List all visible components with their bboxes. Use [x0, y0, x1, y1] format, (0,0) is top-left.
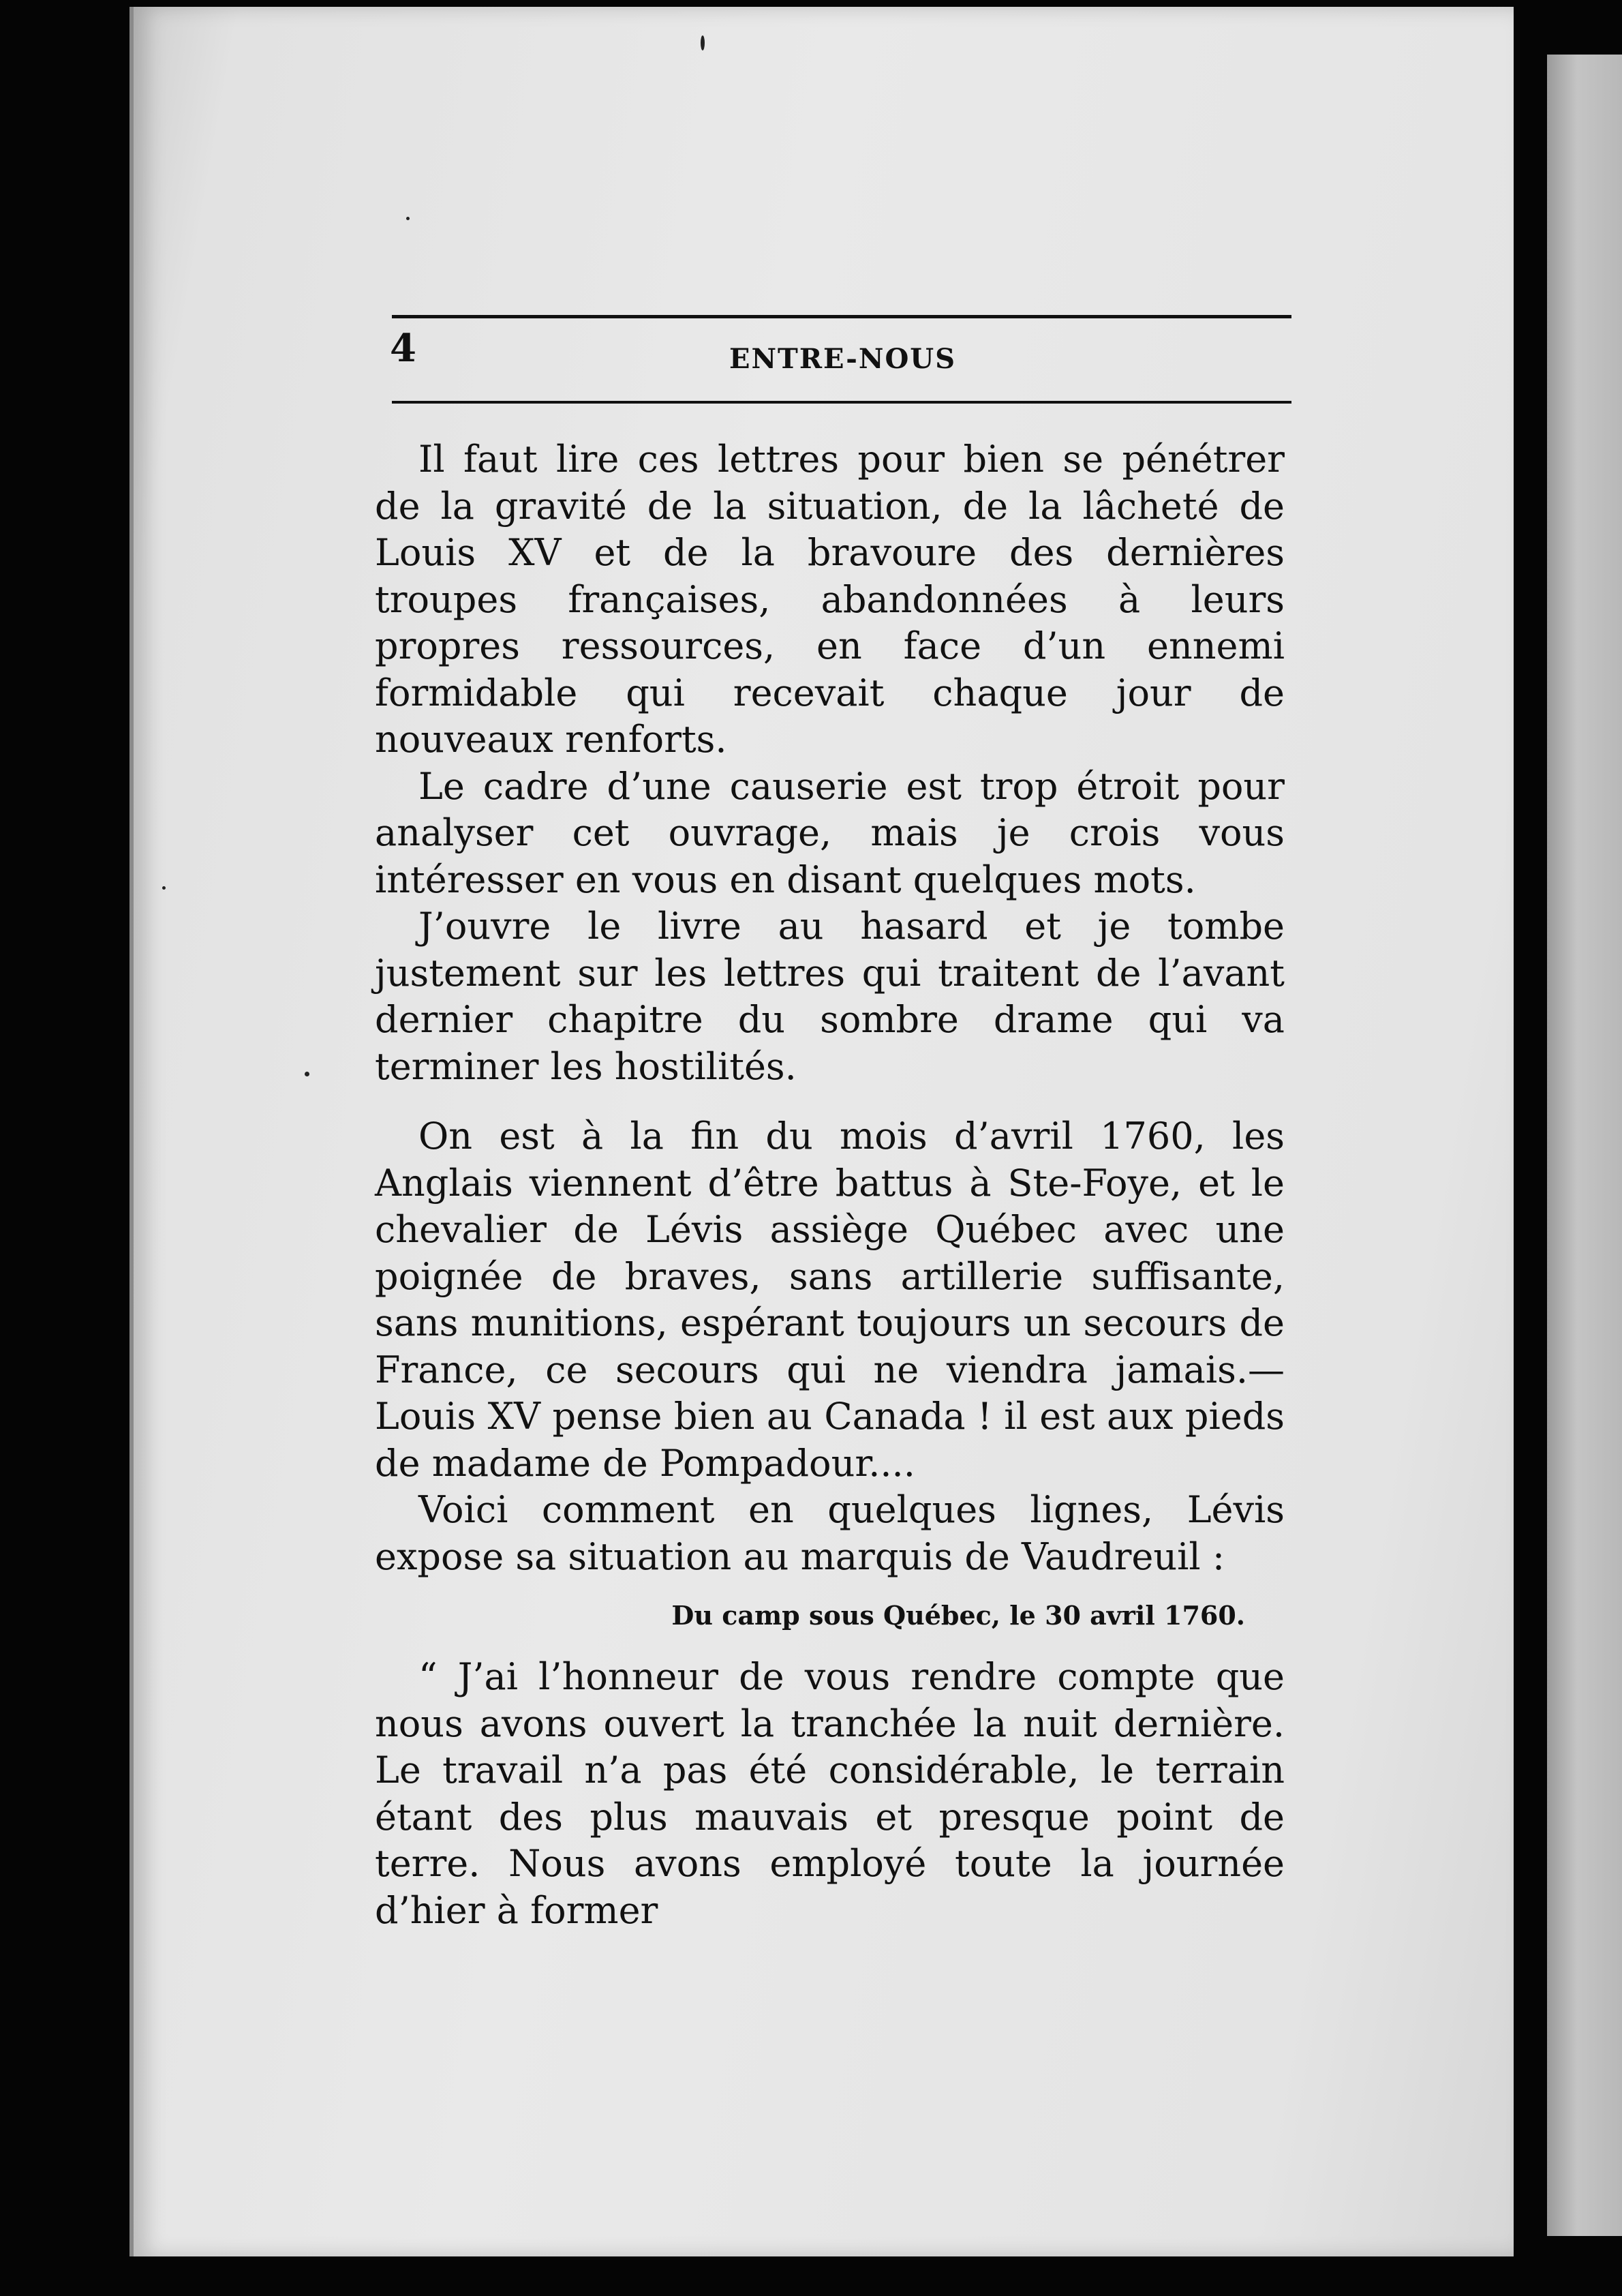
header-bottom-rule [392, 401, 1291, 404]
paragraph-5: Voici comment en quelques lignes, Lévis expose sa situation au marquis de Vaudreuil : [375, 1488, 1285, 1578]
paragraph-2: Le cadre d’une causerie est trop étroit pour analyser cet ouvrage, mais je crois vous intéresser en vous en disant quelques mots. [375, 764, 1285, 901]
page-number: 4 [390, 326, 416, 371]
paragraph-3: J’ouvre le livre au hasard et je tombe justement sur les lettres qui traitent de l’avant dernier chapitre du sombre drame qui va terminer les hostilités. [375, 905, 1285, 1088]
running-title: ENTRE-NOUS [729, 343, 957, 375]
paragraph-1: Il faut lire ces lettres pour bien se pénétrer de la gravité de la situation, de la lâcheté de Louis XV et de la bravoure des dernières troupes françaises, abandonnées à leurs propres ressources, en face d’un ennemi formidable qui recevait chaque jour de nouveaux renforts. [375, 438, 1285, 761]
paragraph-4: On est à la fin du mois d’avril 1760, les Anglais viennent d’être battus à Ste-Foye, et le chevalier de Lévis assiège Québec avec une poignée de braves, sans artillerie suffisante, sans munitions, espérant toujours un secours de France, ce secours qui ne viendra jamais.—Louis XV pense bien au Canada ! il est aux pieds de madame de Pompadour.... [375, 1115, 1285, 1485]
scan-speck [701, 35, 705, 50]
body-text [375, 436, 1285, 1934]
adjacent-page-edge [1547, 55, 1622, 2236]
letter-opening: “ J’ai l’honneur de vous rendre compte que nous avons ouvert la tranchée la nuit dernière. Le travail n’a pas été considérable, le terrain étant des plus mauvais et presque point de terre. Nous avons employé toute la journée d’hier à former [375, 1655, 1285, 1932]
scan-speck [162, 886, 166, 890]
header-top-rule [392, 315, 1291, 318]
scan-speck [305, 1072, 309, 1076]
scan-speck [406, 217, 410, 220]
letter-dateline: Du camp sous Québec, le 30 avril 1760. [671, 1600, 1245, 1631]
